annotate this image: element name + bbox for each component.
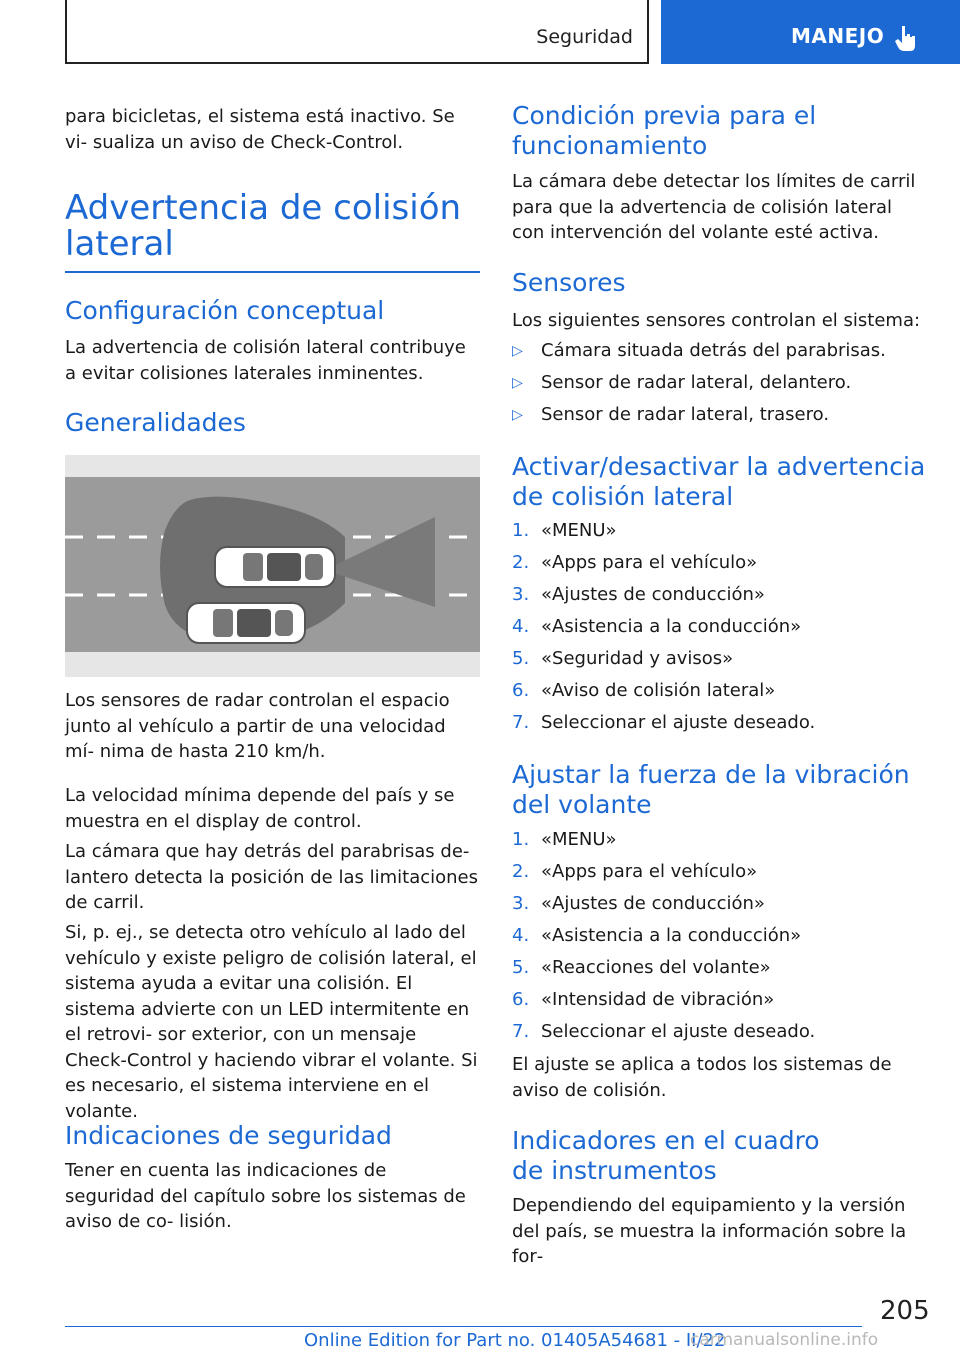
sensors-list: [512, 335, 927, 431]
activate-steps: [512, 515, 927, 739]
heading-sensores: Sensores: [512, 268, 626, 297]
precondition-paragraph: La cámara debe detectar los límites de carril para que la advertencia de colisión lateral con intervención del volante esté activa.: [512, 171, 916, 243]
list-item: 7. Seleccionar el ajuste deseado.: [512, 1021, 816, 1042]
triangle-bullet-icon: ▷: [512, 375, 523, 391]
triangle-bullet-icon: ▷: [512, 407, 523, 423]
list-item: 6. «Intensidad de vibración»: [512, 989, 775, 1010]
safety-paragraph: Tener en cuenta las indicaciones de seguridad del capítulo sobre los sistemas de aviso de co‐ lisión.: [65, 1160, 466, 1232]
pointing-hand-icon: [893, 24, 919, 52]
list-item: 5. «Reacciones del volante»: [512, 957, 771, 978]
list-item: ▷ Sensor de radar lateral, trasero.: [512, 399, 927, 431]
general-paragraph-4: Si, p. ej., se detecta otro vehículo al lado del vehículo y existe peligro de colisión lateral, el sistema ayuda a evitar una colisión. El sistema advierte con un LED intermitente en el retrovi‐ sor exterior, con un mensaje Check-Control y haciendo vibrar el volante. Si es necesario, el sistema interviene en el volante.: [65, 922, 478, 1122]
tab-manejo[interactable]: [661, 0, 960, 64]
indicators-paragraph: Dependiendo del equipamiento y la versión del país, se muestra la información sobre la for‐: [512, 1195, 907, 1267]
list-item: 2. «Apps para el vehículo»: [512, 552, 758, 573]
list-item: ▷ Sensor de radar lateral, delantero.: [512, 367, 927, 399]
triangle-bullet-icon: ▷: [512, 343, 523, 359]
list-item: 1. «MENU»: [512, 829, 617, 850]
list-item: 2. «Apps para el vehículo»: [512, 861, 758, 882]
list-item: 1. «MENU»: [512, 520, 617, 541]
vibration-steps: [512, 824, 927, 1048]
general-paragraph-2: La velocidad mínima depende del país y se muestra en el display de control.: [65, 785, 455, 832]
heading-configuracion: Configuración conceptual: [65, 296, 385, 325]
page-header: [65, 0, 649, 64]
tab-manejo-label: MANEJO: [791, 24, 885, 48]
list-item: 3. «Ajustes de conducción»: [512, 893, 765, 914]
ego-car: [215, 547, 335, 587]
title-divider: [65, 271, 480, 273]
general-paragraph-1: Los sensores de radar controlan el espacio junto al vehículo a partir de una velocidad mí‐ nima de hasta 210 km/h.: [65, 690, 450, 762]
list-item: 6. «Aviso de colisión lateral»: [512, 680, 776, 701]
side-collision-illustration: [65, 455, 480, 677]
section-title: Seguridad: [536, 26, 633, 48]
footer-divider: [65, 1326, 862, 1327]
list-item: 5. «Seguridad y avisos»: [512, 648, 734, 669]
list-item: ▷ Cámara situada detrás del parabrisas.: [512, 335, 927, 367]
concept-paragraph: La advertencia de colisión lateral contribuye a evitar colisiones laterales inminentes.: [65, 337, 466, 384]
heading-ajustar-vibracion: Ajustar la fuerza de la vibración del volante: [512, 760, 910, 819]
intro-paragraph: para bicicletas, el sistema está inactivo. Se vi‐ sualiza un aviso de Check-Control.: [65, 106, 455, 153]
other-car: [187, 603, 305, 643]
heading-indicaciones-seguridad: Indicaciones de seguridad: [65, 1121, 392, 1150]
general-paragraph-3: La cámara que hay detrás del parabrisas de‐ lantero detecta la posición de las limitaciones de carril.: [65, 841, 479, 913]
watermark: carmanualsonline.info: [690, 1330, 879, 1350]
heading-generalidades: Generalidades: [65, 408, 246, 437]
vibration-note: El ajuste se aplica a todos los sistemas de aviso de colisión.: [512, 1054, 892, 1101]
heading-indicadores: Indicadores en el cuadro de instrumentos: [512, 1126, 820, 1185]
main-title: Advertencia de colisión lateral: [65, 188, 462, 264]
edition-info: Online Edition for Part no. 01405A54681 - II/22: [304, 1330, 726, 1351]
page-number: 205: [880, 1296, 930, 1326]
list-item: 3. «Ajustes de conducción»: [512, 584, 765, 605]
list-item: 4. «Asistencia a la conducción»: [512, 616, 802, 637]
sensors-paragraph: Los siguientes sensores controlan el sistema:: [512, 310, 921, 331]
list-item: 4. «Asistencia a la conducción»: [512, 925, 802, 946]
list-item: 7. Seleccionar el ajuste deseado.: [512, 712, 816, 733]
heading-activar-desactivar: Activar/desactivar la advertencia de colisión lateral: [512, 452, 926, 511]
heading-condicion-previa: Condición previa para el funcionamiento: [512, 101, 817, 160]
